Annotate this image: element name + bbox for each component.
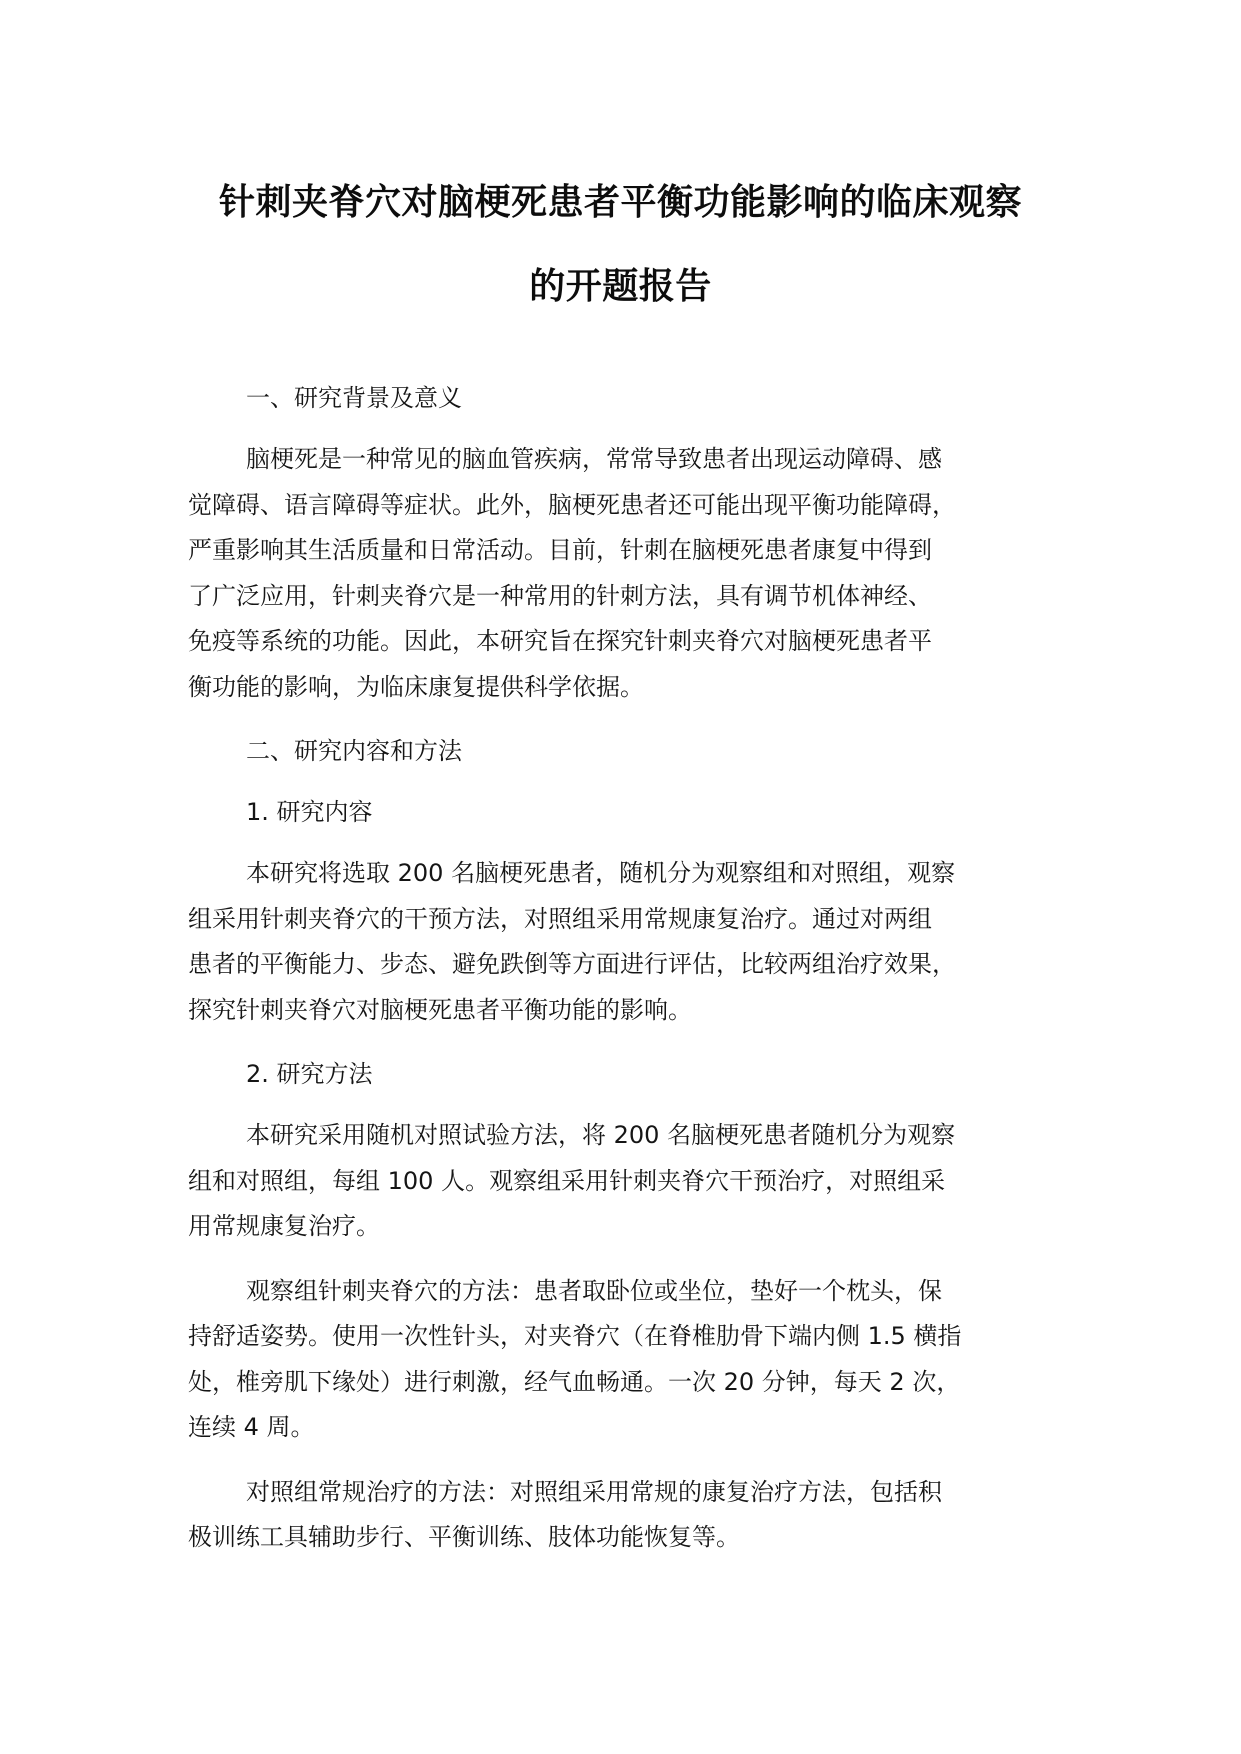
- subsection-heading-methods: 2. 研究方法: [246, 1060, 373, 1088]
- text-line: 观察组针刺夹脊穴的方法：患者取卧位或坐位，垫好一个枕头，保: [246, 1276, 942, 1305]
- text-line: 连续 4 周。: [188, 1413, 315, 1441]
- text-line: 严重影响其生活质量和日常活动。目前，针刺在脑梗死患者康复中得到: [188, 536, 932, 564]
- paragraph-research-content: [188, 851, 1068, 1033]
- paragraph-background: [188, 437, 1068, 710]
- text-line: 免疫等系统的功能。因此，本研究旨在探究针刺夹脊穴对脑梗死患者平: [188, 627, 932, 655]
- text-line: 脑梗死是一种常见的脑血管疾病，常常导致患者出现运动障碍、感: [246, 445, 942, 473]
- document-title-line-2: 的开题报告: [529, 266, 712, 307]
- text-line: 本研究采用随机对照试验方法，将 200 名脑梗死患者随机分为观察: [246, 1121, 956, 1149]
- text-line: 探究针刺夹脊穴对脑梗死患者平衡功能的影响。: [188, 995, 692, 1024]
- subsection-heading-content: 1. 研究内容: [246, 798, 373, 826]
- text-line: 组和对照组，每组 100 人。观察组采用针刺夹脊穴干预治疗，对照组采: [188, 1166, 946, 1195]
- text-line: 极训练工具辅助步行、平衡训练、肢体功能恢复等。: [188, 1523, 740, 1551]
- paragraph-observation-group-method: [188, 1269, 1068, 1451]
- text-line: 组采用针刺夹脊穴的干预方法，对照组采用常规康复治疗。通过对两组: [188, 904, 932, 933]
- text-line: 用常规康复治疗。: [188, 1212, 380, 1240]
- document-title-line-1: 针刺夹脊穴对脑梗死患者平衡功能影响的临床观察: [218, 182, 1022, 223]
- text-line: 持舒适姿势。使用一次性针头，对夹脊穴（在脊椎肋骨下端内侧 1.5 横指: [188, 1322, 962, 1350]
- document-body: [188, 376, 1068, 1580]
- text-line: 觉障碍、语言障碍等症状。此外，脑梗死患者还可能出现平衡功能障碍，: [188, 490, 956, 519]
- text-line: 对照组常规治疗的方法：对照组采用常规的康复治疗方法，包括积: [246, 1477, 942, 1506]
- text-line: 衡功能的影响，为临床康复提供科学依据。: [188, 672, 644, 701]
- text-line: 处，椎旁肌下缘处）进行刺激，经气血畅通。一次 20 分钟，每天 2 次，: [188, 1367, 961, 1396]
- paragraph-control-group-method: [188, 1470, 1068, 1561]
- text-line: 本研究将选取 200 名脑梗死患者，随机分为观察组和对照组，观察: [246, 859, 956, 887]
- paragraph-methods-design: [188, 1113, 1068, 1250]
- section-heading-content-methods: 二、研究内容和方法: [246, 737, 462, 765]
- text-line: 患者的平衡能力、步态、避免跌倒等方面进行评估，比较两组治疗效果，: [188, 950, 956, 978]
- section-heading-background: 一、研究背景及意义: [246, 384, 462, 412]
- text-line: 了广泛应用，针刺夹脊穴是一种常用的针刺方法，具有调节机体神经、: [188, 581, 932, 610]
